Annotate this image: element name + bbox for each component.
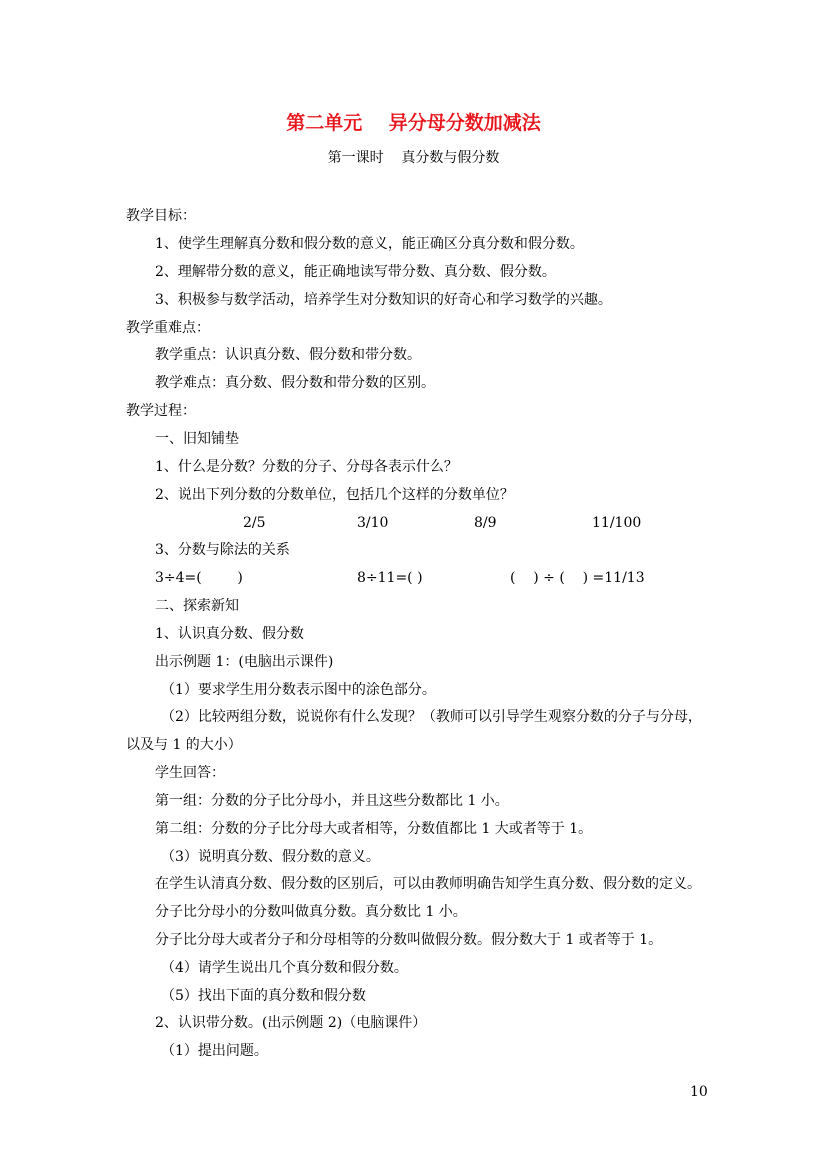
step-2-1: （1）提出问题。 (161, 1043, 268, 1059)
step-5: （5）找出下面的真分数和假分数 (161, 988, 366, 1004)
key-point: 教学重点：认识真分数、假分数和带分数。 (155, 347, 421, 363)
example-1: 出示例题 1：(电脑出示课件) (155, 654, 334, 670)
division-item: ( ) ÷ ( ) =11/13 (510, 570, 645, 586)
difficult-point: 教学难点：真分数、假分数和带分数的区别。 (155, 375, 435, 391)
goals-heading: 教学目标： (126, 208, 196, 224)
fraction-item: 11/100 (592, 515, 642, 531)
page-number: 10 (690, 1084, 708, 1100)
fraction-item: 2/5 (243, 515, 266, 531)
subsection-2: 2、认识带分数。(出示例题 2)（电脑课件） (155, 1015, 427, 1031)
explanation-1: 在学生认清真分数、假分数的区别后，可以由教师明确告知学生真分数、假分数的定义。 (155, 876, 701, 892)
group-2: 第二组：分数的分子比分母大或者相等，分数值都比 1 大或者等于 1。 (155, 821, 593, 837)
explanation-3: 分子比分母大或者分子和分母相等的分数叫做假分数。假分数大于 1 或者等于 1。 (155, 932, 663, 948)
step-3: （3）说明真分数、假分数的意义。 (161, 849, 380, 865)
student-answer: 学生回答： (155, 765, 225, 781)
step-4: （4）请学生说出几个真分数和假分数。 (161, 960, 408, 976)
goal-2: 2、理解带分数的意义，能正确地读写带分数、真分数、假分数。 (155, 264, 556, 280)
division-item: 8÷11=( ) (357, 570, 423, 586)
step-2: （2）比较两组分数，说说你有什么发现？（教师可以引导学生观察分数的分子与分母， (161, 709, 702, 725)
section-1-heading: 一、旧知铺垫 (155, 431, 239, 447)
section-2-heading: 二、探索新知 (155, 598, 239, 614)
subsection-1: 1、认识真分数、假分数 (155, 626, 304, 642)
question-2: 2、说出下列分数的分数单位，包括几个这样的分数单位？ (155, 487, 514, 503)
step-2-continued: 以及与 1 的大小） (126, 737, 242, 753)
group-1: 第一组：分数的分子比分母小，并且这些分数都比 1 小。 (155, 793, 509, 809)
fraction-item: 3/10 (357, 515, 389, 531)
step-1: （1）要求学生用分数表示图中的涂色部分。 (161, 682, 436, 698)
goal-1: 1、使学生理解真分数和假分数的意义，能正确区分真分数和假分数。 (155, 236, 584, 252)
explanation-2: 分子比分母小的分数叫做真分数。真分数比 1 小。 (155, 904, 467, 920)
page-title: 第二单元 异分母分数加减法 (286, 112, 541, 134)
goal-3: 3、积极参与数学活动，培养学生对分数知识的好奇心和学习数学的兴趣。 (155, 292, 612, 308)
division-item: 3÷4=( ) (155, 570, 243, 586)
question-1: 1、什么是分数？分数的分子、分母各表示什么？ (155, 459, 458, 475)
process-heading: 教学过程： (126, 403, 196, 419)
lesson-subtitle: 第一课时 真分数与假分数 (327, 150, 500, 166)
fraction-item: 8/9 (474, 515, 497, 531)
question-3: 3、分数与除法的关系 (155, 542, 290, 558)
key-heading: 教学重难点： (126, 320, 210, 336)
